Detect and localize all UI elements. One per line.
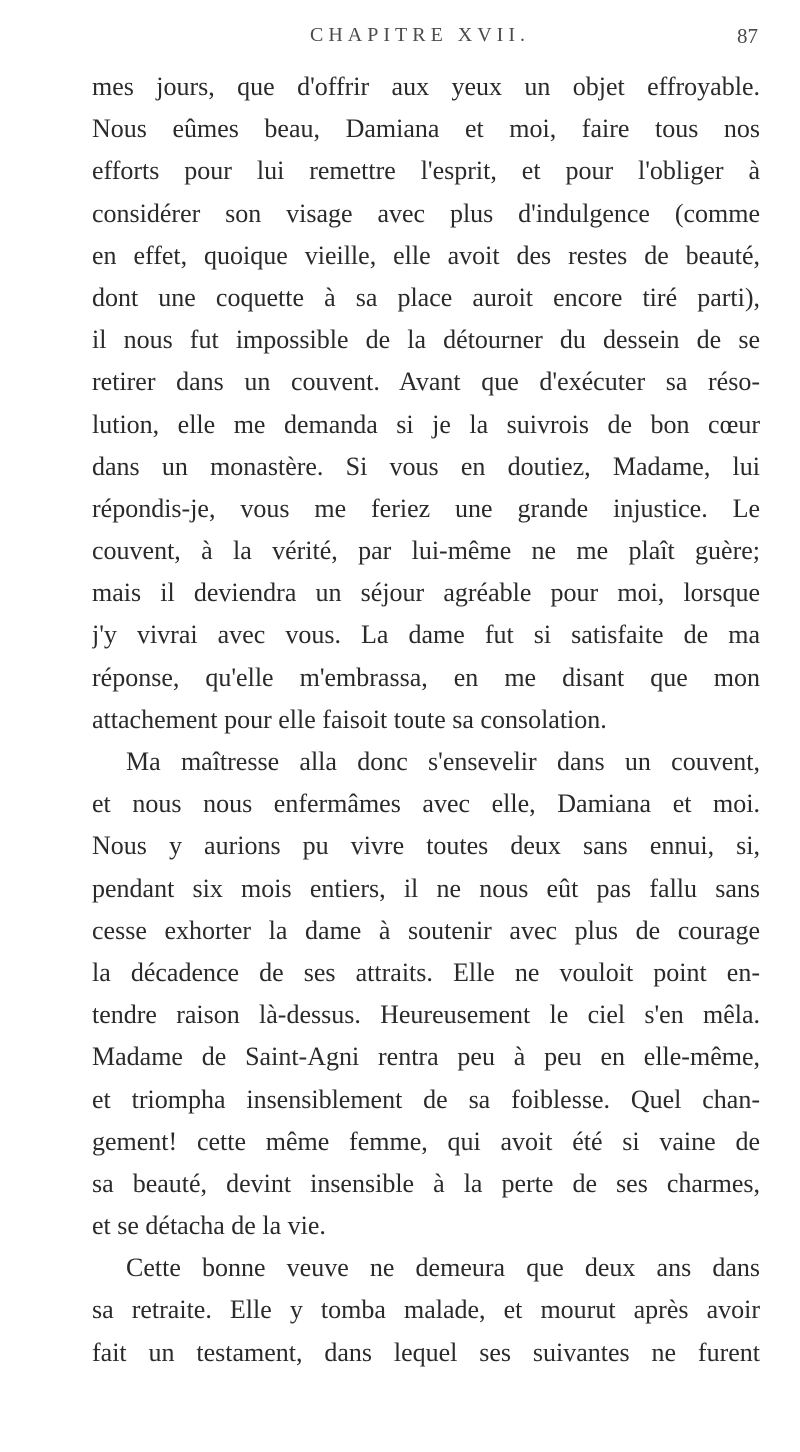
text-line: efforts pour lui remettre l'esprit, et pour l'obliger à [92, 156, 760, 186]
text-line: sa retraite. Elle y tomba malade, et mourut après avoir [92, 1295, 760, 1325]
text-line: Madame de Saint-Agni rentra peu à peu en elle-même, [92, 1042, 760, 1072]
text-line: Ma maîtresse alla donc s'ensevelir dans un couvent, [126, 747, 760, 776]
text-line: dans un monastère. Si vous en doutiez, Madame, lui [92, 451, 760, 481]
text-line: lution, elle me demanda si je la suivrois de bon cœur [92, 409, 760, 439]
text-line: cesse exhorter la dame à soutenir avec plus de courage [92, 915, 760, 945]
text-line: mes jours, que d'offrir aux yeux un objet effroyable. [92, 72, 760, 101]
text-line: retirer dans un couvent. Avant que d'exécuter sa réso- [92, 367, 760, 397]
text-line: il nous fut impossible de la détourner du dessein de se [92, 325, 760, 355]
text-line: couvent, à la vérité, par lui-même ne me plaît guère; [92, 536, 760, 566]
text-line: et se détacha de la vie. [92, 1211, 326, 1241]
text-line: Cette bonne veuve ne demeura que deux ans dans [126, 1253, 760, 1283]
text-line: Nous eûmes beau, Damiana et moi, faire tous nos [92, 114, 760, 144]
text-line: attachement pour elle faisoit toute sa consolation. [92, 704, 607, 734]
text-line: réponse, qu'elle m'embrassa, en me disant que mon [92, 662, 760, 692]
body-text [92, 66, 760, 1374]
text-line: la décadence de ses attraits. Elle ne vouloit point en- [92, 957, 760, 987]
text-line: j'y vivrai avec vous. La dame fut si satisfaite de ma [92, 620, 760, 650]
text-line: sa beauté, devint insensible à la perte de ses charmes, [92, 1168, 760, 1198]
text-line: tendre raison là-dessus. Heureusement le ciel s'en mêla. [92, 1000, 760, 1030]
text-line: considérer son visage avec plus d'indulgence (comme [92, 198, 760, 228]
text-line: pendant six mois entiers, il ne nous eût pas fallu sans [92, 873, 760, 903]
text-line: dont une coquette à sa place auroit encore tiré parti), [92, 282, 760, 312]
text-line: Nous y aurions pu vivre toutes deux sans ennui, si, [92, 831, 760, 861]
running-head: CHAPITRE XVII. [310, 24, 530, 46]
text-line: et nous nous enfermâmes avec elle, Damiana et moi. [92, 789, 760, 819]
page-number: 87 [737, 24, 758, 48]
text-line: répondis-je, vous me feriez une grande injustice. Le [92, 493, 760, 523]
text-line: mais il deviendra un séjour agréable pour moi, lorsque [92, 578, 760, 608]
text-line: gement! cette même femme, qui avoit été si vaine de [92, 1126, 760, 1156]
page-header [90, 24, 758, 54]
text-line: fait un testament, dans lequel ses suivantes ne furent [92, 1337, 760, 1367]
text-line: et triompha insensiblement de sa foiblesse. Quel chan- [92, 1084, 760, 1114]
text-line: en effet, quoique vieille, elle avoit des restes de beauté, [92, 240, 760, 270]
